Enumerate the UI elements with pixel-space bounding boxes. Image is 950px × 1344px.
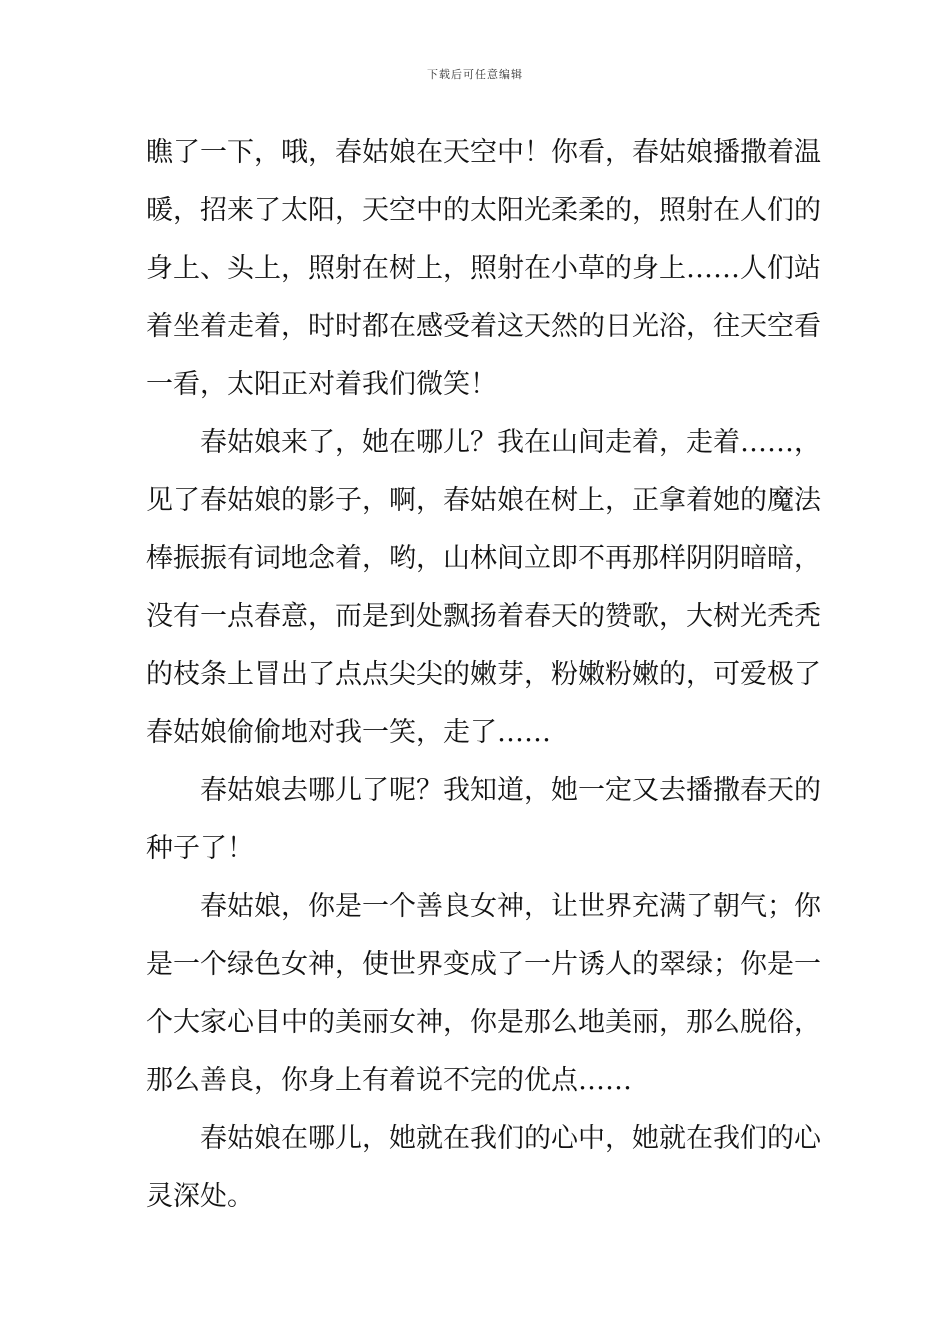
text-line: 没有一点春意，而是到处飘扬着春天的赞歌，大树光秃秃: [146, 601, 821, 632]
text-line: 见了春姑娘的影子，啊，春姑娘在树上，正拿着她的魔法: [146, 485, 821, 516]
text-line: 种子了！: [146, 833, 254, 864]
document-body: [146, 124, 821, 1226]
text-line: 春姑娘去哪儿了呢？我知道，她一定又去播撒春天的: [200, 775, 821, 806]
paragraph-5: [146, 1110, 821, 1226]
text-line: 春姑娘来了，她在哪儿？我在山间走着，走着……，: [200, 427, 821, 458]
text-line: 一看，太阳正对着我们微笑！: [146, 369, 497, 400]
text-line: 春姑娘偷偷地对我一笑，走了……: [146, 717, 551, 748]
text-line: 春姑娘在哪儿，她就在我们的心中，她就在我们的心: [200, 1123, 821, 1154]
text-line: 着坐着走着，时时都在感受着这天然的日光浴，往天空看: [146, 311, 821, 342]
text-line: 瞧了一下，哦，春姑娘在天空中！你看，春姑娘播撒着温: [146, 137, 821, 168]
text-line: 的枝条上冒出了点点尖尖的嫩芽，粉嫩粉嫩的，可爱极了: [146, 659, 821, 690]
paragraph-2: [146, 414, 821, 762]
text-line: 灵深处。: [146, 1181, 254, 1212]
text-line: 是一个绿色女神，使世界变成了一片诱人的翠绿；你是一: [146, 949, 821, 980]
text-line: 春姑娘，你是一个善良女神，让世界充满了朝气；你: [200, 891, 821, 922]
text-line: 身上、头上，照射在树上，照射在小草的身上……人们站: [146, 253, 821, 284]
text-line: 棒振振有词地念着，哟，山林间立即不再那样阴阴暗暗，: [146, 543, 821, 574]
paragraph-3: [146, 762, 821, 878]
paragraph-1: [146, 124, 821, 414]
text-line: 个大家心目中的美丽女神，你是那么地美丽，那么脱俗，: [146, 1007, 821, 1038]
page-header: 下载后可任意编辑: [427, 68, 523, 81]
paragraph-4: [146, 878, 821, 1110]
text-line: 暖，招来了太阳，天空中的太阳光柔柔的，照射在人们的: [146, 195, 821, 226]
text-line: 那么善良，你身上有着说不完的优点……: [146, 1065, 632, 1096]
